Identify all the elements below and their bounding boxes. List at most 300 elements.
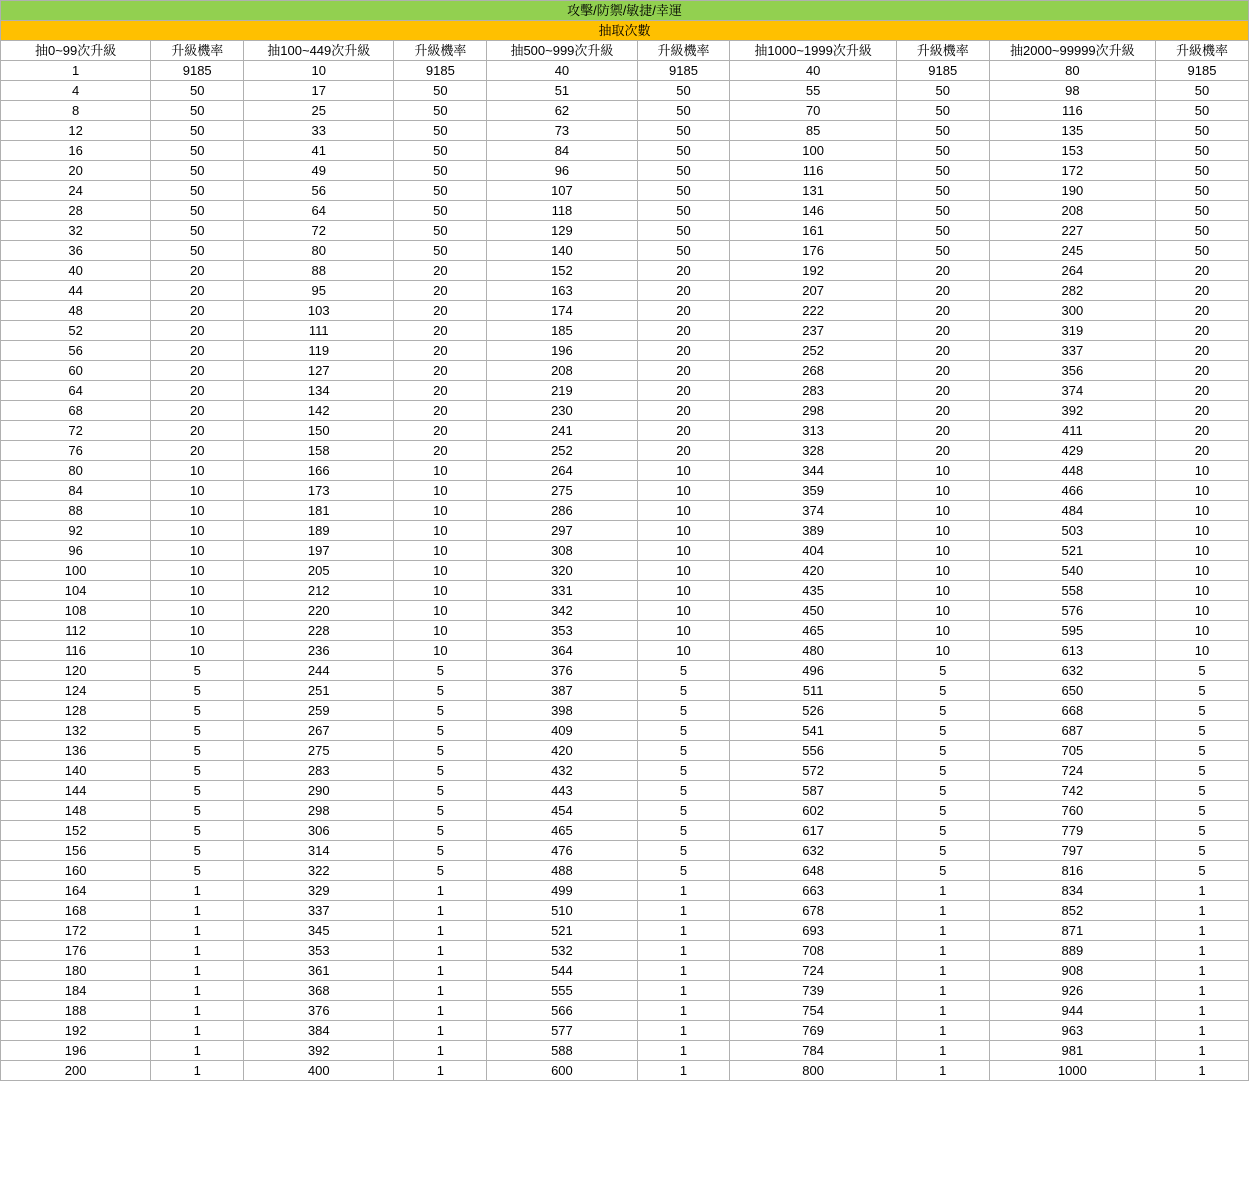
cell-rate-0: 1 [151,981,244,1001]
cell-rate-3: 10 [896,641,989,661]
cell-rate-3: 1 [896,941,989,961]
table-row [1,1001,1249,1021]
cell-rate-2: 10 [637,501,730,521]
cell-range-0: 8 [1,101,151,121]
cell-range-3: 663 [730,881,896,901]
cell-range-2: 398 [487,701,637,721]
cell-range-2: 577 [487,1021,637,1041]
cell-rate-2: 5 [637,801,730,821]
cell-rate-4: 10 [1156,481,1249,501]
cell-rate-4: 5 [1156,661,1249,681]
cell-rate-0: 1 [151,901,244,921]
cell-range-4: 282 [989,281,1155,301]
cell-range-3: 359 [730,481,896,501]
cell-rate-3: 9185 [896,61,989,81]
cell-range-4: 337 [989,341,1155,361]
cell-rate-1: 1 [394,881,487,901]
cell-range-3: 404 [730,541,896,561]
cell-range-3: 222 [730,301,896,321]
cell-rate-2: 5 [637,761,730,781]
cell-rate-1: 5 [394,781,487,801]
cell-range-4: 356 [989,361,1155,381]
cell-range-3: 708 [730,941,896,961]
table-row [1,601,1249,621]
cell-rate-0: 5 [151,721,244,741]
cell-range-1: 392 [244,1041,394,1061]
cell-rate-3: 20 [896,401,989,421]
cell-rate-1: 5 [394,821,487,841]
cell-rate-0: 20 [151,401,244,421]
cell-range-1: 220 [244,601,394,621]
cell-rate-3: 50 [896,161,989,181]
cell-rate-4: 50 [1156,241,1249,261]
column-header-rate-4: 升級機率 [1156,41,1249,61]
cell-rate-4: 20 [1156,421,1249,441]
cell-range-3: 724 [730,961,896,981]
cell-range-4: 503 [989,521,1155,541]
cell-range-0: 24 [1,181,151,201]
cell-rate-2: 1 [637,921,730,941]
cell-rate-2: 1 [637,881,730,901]
cell-rate-0: 50 [151,101,244,121]
column-header-rate-0: 升級機率 [151,41,244,61]
cell-rate-1: 5 [394,681,487,701]
cell-rate-2: 10 [637,621,730,641]
cell-rate-1: 5 [394,701,487,721]
cell-range-1: 228 [244,621,394,641]
table-row [1,781,1249,801]
cell-rate-1: 10 [394,561,487,581]
cell-range-4: 797 [989,841,1155,861]
cell-rate-0: 20 [151,421,244,441]
cell-rate-4: 1 [1156,1061,1249,1081]
cell-range-0: 140 [1,761,151,781]
cell-range-4: 650 [989,681,1155,701]
cell-rate-4: 20 [1156,301,1249,321]
cell-range-3: 40 [730,61,896,81]
cell-range-2: 521 [487,921,637,941]
cell-rate-1: 10 [394,601,487,621]
cell-range-2: 409 [487,721,637,741]
cell-rate-1: 20 [394,341,487,361]
cell-range-2: 107 [487,181,637,201]
table-row [1,941,1249,961]
cell-range-1: 72 [244,221,394,241]
cell-rate-1: 50 [394,141,487,161]
cell-range-2: 219 [487,381,637,401]
cell-rate-4: 1 [1156,1001,1249,1021]
cell-rate-0: 5 [151,861,244,881]
table-row [1,1021,1249,1041]
cell-range-0: 92 [1,521,151,541]
cell-rate-4: 20 [1156,361,1249,381]
cell-range-2: 84 [487,141,637,161]
cell-range-4: 429 [989,441,1155,461]
table-row [1,661,1249,681]
cell-range-1: 56 [244,181,394,201]
cell-rate-3: 50 [896,181,989,201]
cell-rate-1: 50 [394,241,487,261]
cell-rate-3: 50 [896,201,989,221]
cell-range-1: 41 [244,141,394,161]
table-row [1,241,1249,261]
table-row [1,861,1249,881]
cell-range-4: 540 [989,561,1155,581]
cell-rate-3: 5 [896,841,989,861]
cell-rate-2: 1 [637,901,730,921]
cell-rate-0: 5 [151,781,244,801]
cell-rate-2: 10 [637,521,730,541]
cell-range-3: 648 [730,861,896,881]
cell-rate-3: 20 [896,421,989,441]
cell-rate-3: 5 [896,661,989,681]
cell-rate-3: 10 [896,461,989,481]
cell-range-3: 526 [730,701,896,721]
cell-rate-1: 20 [394,401,487,421]
cell-rate-1: 20 [394,361,487,381]
cell-rate-1: 50 [394,121,487,141]
cell-rate-2: 10 [637,601,730,621]
cell-rate-3: 10 [896,601,989,621]
table-row [1,221,1249,241]
cell-rate-4: 20 [1156,281,1249,301]
cell-range-2: 443 [487,781,637,801]
cell-rate-0: 1 [151,1041,244,1061]
cell-rate-4: 10 [1156,521,1249,541]
cell-range-0: 52 [1,321,151,341]
cell-range-4: 889 [989,941,1155,961]
cell-rate-4: 20 [1156,441,1249,461]
cell-range-1: 306 [244,821,394,841]
cell-rate-1: 20 [394,441,487,461]
cell-range-0: 80 [1,461,151,481]
cell-rate-0: 10 [151,581,244,601]
cell-rate-3: 10 [896,621,989,641]
cell-rate-1: 50 [394,201,487,221]
cell-rate-2: 20 [637,281,730,301]
cell-range-1: 142 [244,401,394,421]
cell-range-2: 342 [487,601,637,621]
cell-range-3: 465 [730,621,896,641]
cell-range-0: 40 [1,261,151,281]
cell-range-0: 64 [1,381,151,401]
cell-rate-1: 1 [394,921,487,941]
cell-rate-3: 20 [896,361,989,381]
cell-rate-2: 50 [637,141,730,161]
cell-range-0: 148 [1,801,151,821]
section-title: 抽取次數 [1,21,1249,41]
cell-rate-3: 10 [896,541,989,561]
cell-rate-1: 10 [394,501,487,521]
cell-rate-3: 1 [896,981,989,1001]
cell-range-4: 760 [989,801,1155,821]
cell-range-3: 70 [730,101,896,121]
cell-range-0: 176 [1,941,151,961]
cell-rate-0: 10 [151,621,244,641]
cell-range-0: 156 [1,841,151,861]
cell-rate-1: 5 [394,861,487,881]
cell-rate-0: 50 [151,81,244,101]
cell-rate-4: 20 [1156,401,1249,421]
cell-range-4: 172 [989,161,1155,181]
cell-range-2: 454 [487,801,637,821]
cell-rate-4: 50 [1156,161,1249,181]
cell-range-1: 353 [244,941,394,961]
cell-range-4: 190 [989,181,1155,201]
cell-range-4: 392 [989,401,1155,421]
cell-rate-2: 1 [637,1021,730,1041]
cell-range-0: 164 [1,881,151,901]
cell-range-2: 174 [487,301,637,321]
cell-range-3: 313 [730,421,896,441]
cell-range-0: 60 [1,361,151,381]
cell-rate-4: 50 [1156,201,1249,221]
table-row [1,501,1249,521]
cell-range-4: 632 [989,661,1155,681]
cell-range-0: 72 [1,421,151,441]
cell-rate-0: 20 [151,261,244,281]
cell-rate-1: 10 [394,521,487,541]
cell-rate-2: 1 [637,1041,730,1061]
cell-rate-3: 20 [896,281,989,301]
cell-range-1: 236 [244,641,394,661]
cell-range-4: 448 [989,461,1155,481]
cell-range-4: 1000 [989,1061,1155,1081]
table-row [1,81,1249,101]
cell-rate-2: 10 [637,581,730,601]
cell-rate-3: 50 [896,221,989,241]
cell-range-3: 192 [730,261,896,281]
cell-rate-1: 1 [394,1061,487,1081]
table-row [1,561,1249,581]
cell-rate-0: 50 [151,221,244,241]
cell-range-0: 36 [1,241,151,261]
cell-range-4: 466 [989,481,1155,501]
cell-rate-1: 20 [394,301,487,321]
cell-rate-4: 5 [1156,801,1249,821]
cell-rate-1: 50 [394,101,487,121]
cell-range-0: 76 [1,441,151,461]
cell-range-0: 84 [1,481,151,501]
cell-rate-0: 1 [151,1001,244,1021]
cell-rate-4: 5 [1156,761,1249,781]
cell-rate-1: 1 [394,1041,487,1061]
table-row [1,761,1249,781]
cell-range-1: 345 [244,921,394,941]
cell-rate-4: 5 [1156,721,1249,741]
cell-rate-2: 10 [637,561,730,581]
table-row [1,641,1249,661]
cell-range-0: 100 [1,561,151,581]
cell-rate-0: 5 [151,761,244,781]
cell-rate-1: 20 [394,321,487,341]
cell-rate-3: 50 [896,121,989,141]
cell-range-1: 197 [244,541,394,561]
table-row [1,281,1249,301]
cell-range-0: 116 [1,641,151,661]
cell-rate-4: 5 [1156,681,1249,701]
cell-range-3: 739 [730,981,896,1001]
cell-rate-3: 50 [896,81,989,101]
cell-range-4: 613 [989,641,1155,661]
header-row [1,41,1249,61]
cell-rate-2: 20 [637,261,730,281]
cell-rate-1: 5 [394,841,487,861]
cell-rate-1: 50 [394,181,487,201]
cell-range-0: 200 [1,1061,151,1081]
cell-rate-0: 50 [151,161,244,181]
cell-rate-1: 10 [394,461,487,481]
table-row [1,741,1249,761]
cell-range-3: 572 [730,761,896,781]
cell-range-3: 252 [730,341,896,361]
cell-rate-3: 10 [896,581,989,601]
table-row [1,381,1249,401]
cell-range-2: 476 [487,841,637,861]
cell-range-0: 20 [1,161,151,181]
cell-rate-4: 10 [1156,621,1249,641]
cell-rate-0: 5 [151,801,244,821]
cell-range-0: 68 [1,401,151,421]
cell-range-4: 558 [989,581,1155,601]
cell-range-1: 95 [244,281,394,301]
cell-rate-3: 1 [896,1021,989,1041]
table-row [1,141,1249,161]
cell-rate-2: 5 [637,741,730,761]
cell-range-3: 769 [730,1021,896,1041]
cell-range-0: 128 [1,701,151,721]
cell-range-4: 116 [989,101,1155,121]
cell-range-2: 264 [487,461,637,481]
cell-rate-3: 5 [896,861,989,881]
cell-rate-1: 50 [394,81,487,101]
cell-rate-4: 1 [1156,921,1249,941]
cell-range-1: 127 [244,361,394,381]
cell-range-1: 150 [244,421,394,441]
subtitle-row [1,21,1249,41]
cell-range-3: 100 [730,141,896,161]
cell-rate-4: 10 [1156,501,1249,521]
cell-rate-2: 20 [637,441,730,461]
cell-rate-4: 50 [1156,81,1249,101]
cell-range-0: 12 [1,121,151,141]
cell-rate-1: 10 [394,581,487,601]
cell-rate-0: 50 [151,201,244,221]
cell-range-3: 237 [730,321,896,341]
cell-rate-3: 5 [896,701,989,721]
cell-range-2: 353 [487,621,637,641]
cell-range-2: 566 [487,1001,637,1021]
cell-range-0: 188 [1,1001,151,1021]
cell-range-4: 484 [989,501,1155,521]
cell-rate-3: 1 [896,961,989,981]
cell-range-3: 131 [730,181,896,201]
cell-rate-4: 50 [1156,121,1249,141]
table-row [1,101,1249,121]
cell-range-3: 541 [730,721,896,741]
cell-range-3: 374 [730,501,896,521]
cell-rate-4: 1 [1156,961,1249,981]
cell-range-0: 152 [1,821,151,841]
cell-rate-1: 20 [394,381,487,401]
cell-range-2: 544 [487,961,637,981]
table-row [1,161,1249,181]
cell-range-4: 944 [989,1001,1155,1021]
cell-rate-3: 10 [896,521,989,541]
table-row [1,181,1249,201]
cell-range-4: 852 [989,901,1155,921]
cell-rate-0: 5 [151,681,244,701]
cell-range-4: 981 [989,1041,1155,1061]
cell-rate-2: 5 [637,821,730,841]
column-header-range-2: 抽500~999次升級 [487,41,637,61]
cell-rate-1: 9185 [394,61,487,81]
cell-range-2: 185 [487,321,637,341]
cell-rate-1: 1 [394,961,487,981]
cell-rate-3: 10 [896,561,989,581]
table-row [1,441,1249,461]
cell-range-4: 595 [989,621,1155,641]
cell-range-0: 184 [1,981,151,1001]
cell-range-3: 754 [730,1001,896,1021]
cell-rate-3: 5 [896,801,989,821]
cell-range-2: 40 [487,61,637,81]
cell-range-3: 146 [730,201,896,221]
cell-range-3: 693 [730,921,896,941]
cell-rate-2: 20 [637,301,730,321]
cell-range-3: 420 [730,561,896,581]
cell-range-1: 314 [244,841,394,861]
table-row [1,1041,1249,1061]
cell-range-1: 189 [244,521,394,541]
cell-range-0: 172 [1,921,151,941]
cell-range-1: 158 [244,441,394,461]
cell-rate-0: 10 [151,641,244,661]
cell-range-3: 587 [730,781,896,801]
cell-rate-2: 20 [637,341,730,361]
cell-rate-3: 5 [896,781,989,801]
cell-rate-1: 20 [394,421,487,441]
cell-rate-2: 5 [637,721,730,741]
cell-range-1: 400 [244,1061,394,1081]
cell-range-4: 576 [989,601,1155,621]
column-header-rate-2: 升級機率 [637,41,730,61]
cell-rate-1: 10 [394,621,487,641]
cell-range-1: 173 [244,481,394,501]
cell-range-1: 205 [244,561,394,581]
table-row [1,961,1249,981]
column-header-range-4: 抽2000~99999次升級 [989,41,1155,61]
cell-rate-1: 5 [394,741,487,761]
cell-rate-2: 50 [637,81,730,101]
cell-rate-4: 5 [1156,821,1249,841]
cell-range-2: 286 [487,501,637,521]
cell-range-2: 118 [487,201,637,221]
cell-rate-2: 1 [637,981,730,1001]
cell-range-1: 49 [244,161,394,181]
cell-rate-3: 1 [896,1001,989,1021]
cell-rate-4: 20 [1156,261,1249,281]
cell-range-3: 85 [730,121,896,141]
cell-rate-4: 10 [1156,461,1249,481]
cell-range-3: 207 [730,281,896,301]
table-row [1,701,1249,721]
cell-rate-2: 10 [637,481,730,501]
cell-rate-0: 1 [151,921,244,941]
cell-range-2: 420 [487,741,637,761]
cell-range-3: 176 [730,241,896,261]
cell-range-4: 687 [989,721,1155,741]
